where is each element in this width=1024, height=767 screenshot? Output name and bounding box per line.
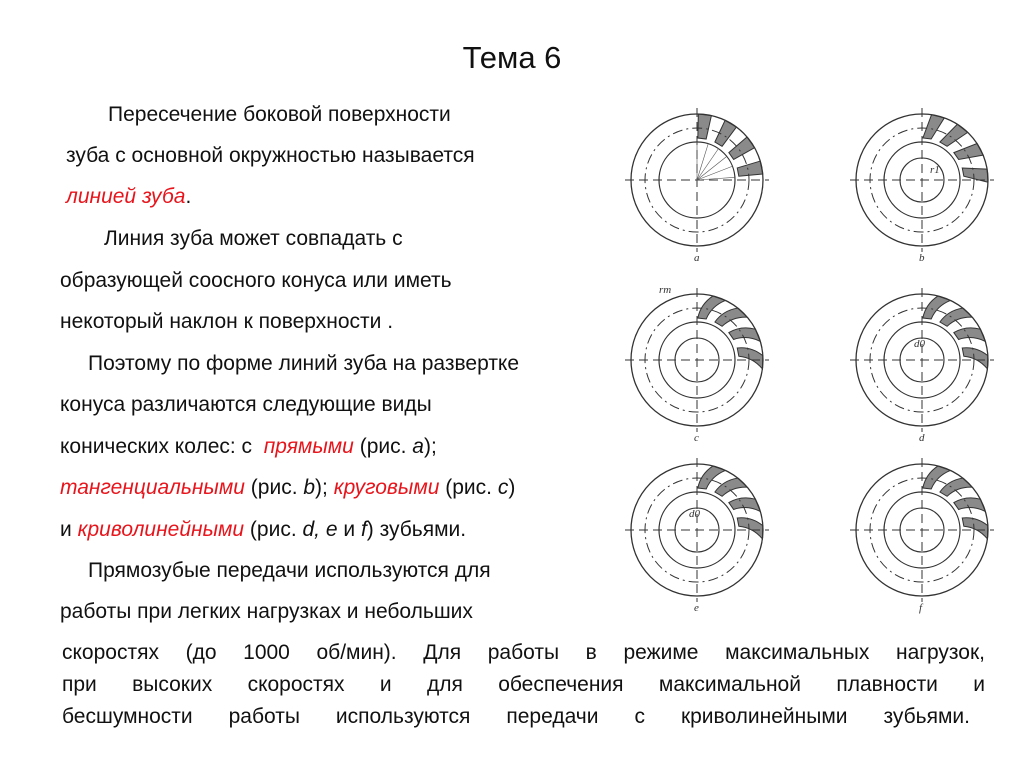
figure-label-f: f — [919, 602, 923, 614]
highlighted-term: тангенциальными — [60, 476, 245, 499]
text-segment: ) — [508, 476, 516, 499]
text-line — [88, 351, 519, 377]
text-line — [108, 102, 451, 128]
gear-diagram-f — [832, 440, 1012, 620]
text-line — [104, 226, 403, 252]
text-line: бесшумности работы используются передачи с криволинейными зубьями. — [62, 705, 970, 728]
text-segment: a — [412, 435, 424, 458]
text-segment: . — [185, 185, 192, 208]
figure-annotation: d0 — [914, 338, 925, 350]
text-segment: b — [303, 476, 316, 499]
text-segment: Линия зуба может совпадать с — [104, 227, 403, 250]
gear-diagram-e — [607, 440, 787, 620]
text-segment: d, e — [302, 518, 338, 541]
figure-label-d: d — [919, 432, 925, 444]
gear-diagram-c — [607, 270, 787, 450]
highlighted-term: круговыми — [333, 476, 440, 499]
text-segment: некоторый наклон к поверхности . — [60, 310, 394, 333]
text-segment: ) зубьями. — [366, 518, 467, 541]
text-segment: конических колес: с — [60, 435, 264, 458]
text-segment: c — [497, 476, 509, 499]
text-segment: Пересечение боковой поверхности — [108, 103, 451, 126]
text-segment: (рис. — [353, 435, 413, 458]
text-line — [60, 517, 466, 543]
text-segment: Поэтому по форме линий зуба на развертке — [88, 352, 520, 375]
text-segment: и — [337, 518, 361, 541]
figure-annotation: d0 — [689, 508, 700, 520]
figure-label-b: b — [919, 252, 925, 264]
text-line — [88, 558, 491, 584]
text-segment: f — [360, 518, 367, 541]
text-segment: (рис. — [244, 476, 304, 499]
text-line — [66, 143, 475, 169]
figure-annotation: r1 — [930, 164, 940, 176]
text-line: при высоких скоростях и для обеспечения максимальной плавности и — [62, 673, 985, 696]
text-line: скоростях (до 1000 об/мин). Для работы в режиме максимальных нагрузок, — [62, 641, 985, 664]
text-segment: образующей соосного конуса или иметь — [60, 269, 452, 292]
figure-label-e: e — [694, 602, 699, 614]
gear-diagram-a — [607, 90, 787, 270]
gear-diagram-b — [832, 90, 1012, 270]
gear-diagram-d — [832, 270, 1012, 450]
highlighted-term: линией зуба — [66, 185, 186, 208]
highlighted-term: криволинейными — [77, 518, 245, 541]
text-segment: Прямозубые передачи используются для — [88, 559, 491, 582]
figure-label-a: a — [694, 252, 700, 264]
text-segment: конуса различаются следующие виды — [60, 393, 432, 416]
text-line — [60, 475, 515, 501]
text-line — [66, 184, 191, 210]
figure-annotation: rm — [659, 284, 672, 296]
text-line — [60, 392, 432, 418]
text-line — [60, 599, 473, 625]
text-segment: и — [60, 518, 78, 541]
text-line — [60, 268, 452, 294]
text-segment: зуба с основной окружностью называется — [66, 144, 475, 167]
highlighted-term: прямыми — [263, 435, 354, 458]
text-segment: работы при легких нагрузках и небольших — [60, 600, 473, 623]
figure-label-c: c — [694, 432, 699, 444]
text-segment: ); — [315, 476, 334, 499]
text-line — [60, 434, 437, 460]
text-segment: (рис. — [244, 518, 303, 541]
text-segment: (рис. — [439, 476, 498, 499]
text-line — [60, 309, 393, 335]
slide-title: Тема 6 — [462, 40, 562, 75]
text-segment: ); — [423, 435, 437, 458]
